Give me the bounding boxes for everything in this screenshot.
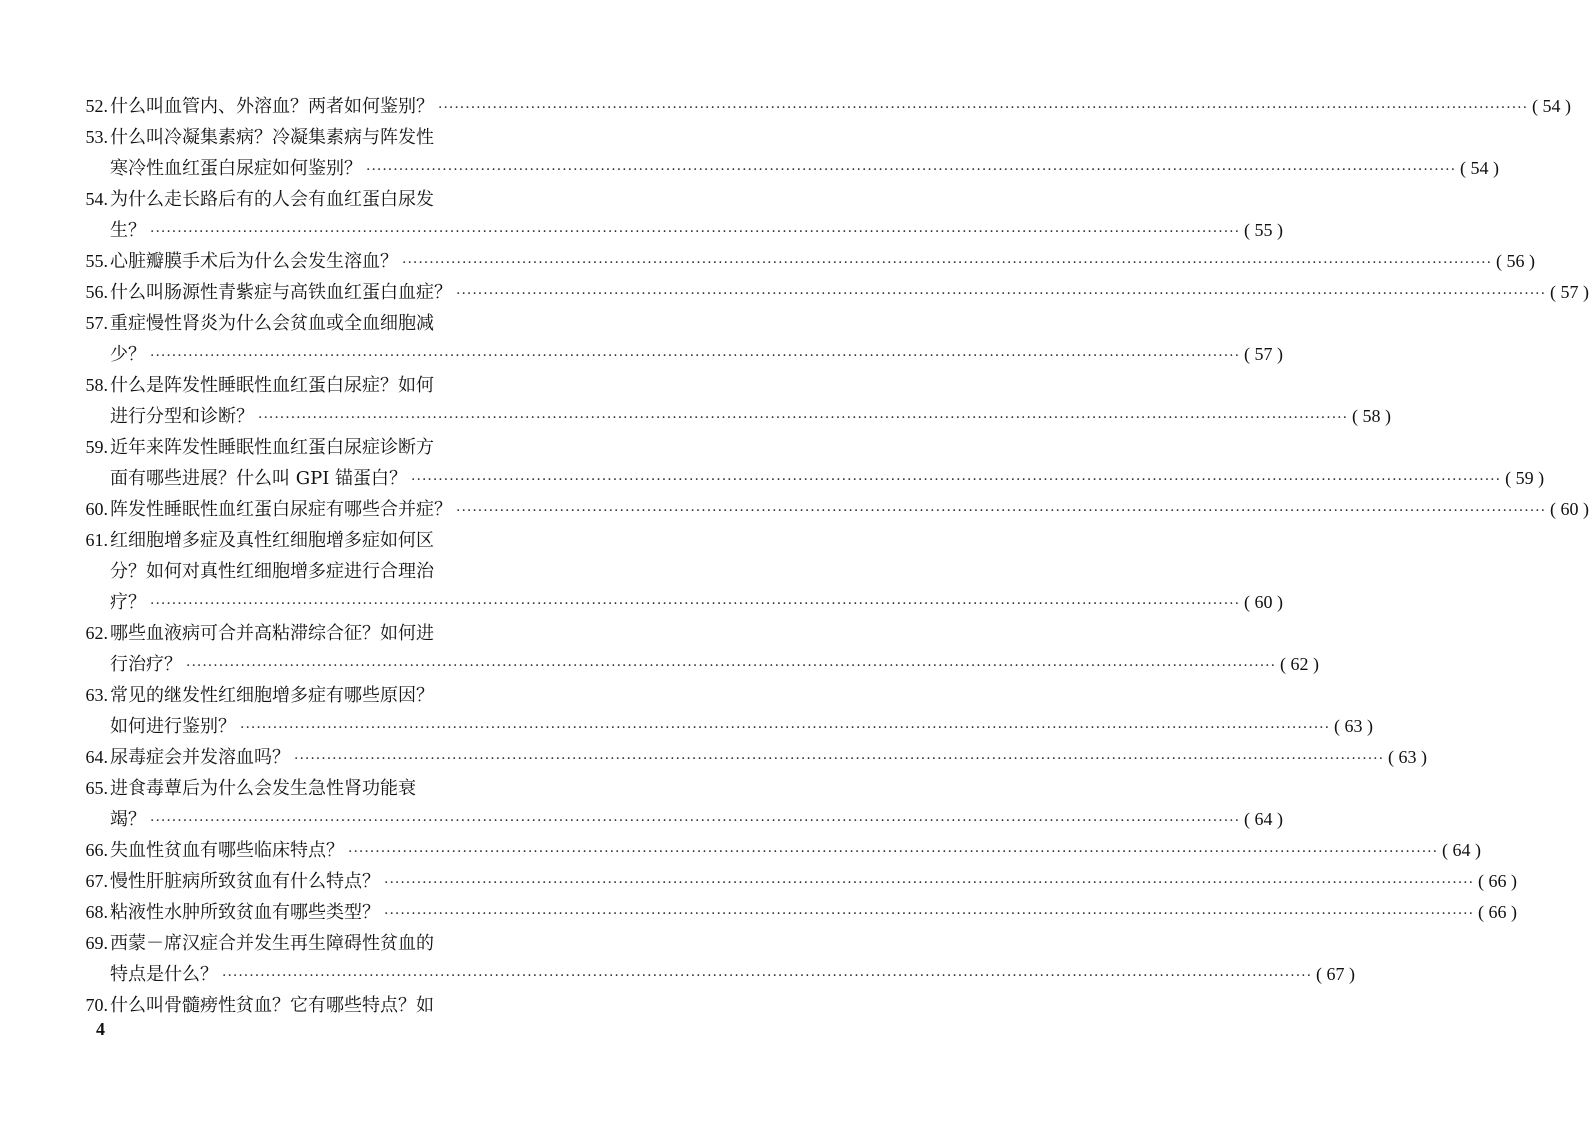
toc-line <box>60 556 660 587</box>
toc-entry <box>110 742 1428 775</box>
toc-page-ref: ( 60 ) <box>1550 499 1589 519</box>
toc-entry-text: 阵发性睡眠性血红蛋白尿症有哪些合并症？ <box>110 499 452 520</box>
toc-line <box>60 835 1482 866</box>
toc-page-ref: ( 67 ) <box>1316 964 1356 984</box>
toc-line <box>60 308 660 339</box>
toc-entry-text: 进行分型和诊断？ <box>110 406 254 427</box>
toc-entry-text: 红细胞增多症及真性红细胞增多症如何区 <box>110 530 434 551</box>
toc-page-ref: ( 58 ) <box>1352 406 1392 426</box>
toc-line <box>60 680 660 711</box>
dot-leader: ········································································································································································································ <box>186 658 1277 674</box>
dot-leader: ········································································································································································································ <box>294 751 1385 767</box>
toc-entry-number: 57. <box>85 313 108 333</box>
toc-entry <box>110 401 1392 434</box>
toc-entry <box>110 246 1536 279</box>
toc-line <box>60 525 660 556</box>
toc-entry <box>110 494 1589 527</box>
toc-line <box>60 277 1589 308</box>
toc-page-ref: ( 62 ) <box>1280 654 1320 674</box>
dot-leader: ········································································································································································································ <box>456 503 1547 519</box>
toc-entry-text: 如何进行鉴别？ <box>110 716 236 737</box>
toc-entry-text: 尿毒症会并发溶血吗？ <box>110 747 290 768</box>
dot-leader: ········································································································································································································ <box>411 472 1502 488</box>
dot-leader: ········································································································································································································ <box>456 286 1547 302</box>
dot-leader: ········································································································································································································ <box>258 410 1349 426</box>
toc-line <box>60 246 1536 277</box>
toc-line <box>60 711 1374 742</box>
toc-line <box>60 866 1518 897</box>
dot-leader: ········································································································································································································ <box>240 720 1331 736</box>
toc-entry <box>110 959 1356 992</box>
toc-line <box>60 773 660 804</box>
toc-line <box>60 804 1284 835</box>
toc-entry-text: 重症慢性肾炎为什么会贫血或全血细胞减 <box>110 313 434 334</box>
toc-entry-text: 哪些血液病可合并高粘滞综合征？如何进 <box>110 623 434 644</box>
toc-entry <box>110 463 1545 496</box>
dot-leader: ········································································································································································································ <box>438 100 1529 116</box>
toc-entry-text: 竭？ <box>110 809 146 830</box>
table-of-contents <box>60 91 1589 1021</box>
toc-entry-number: 64. <box>85 747 108 767</box>
toc-page-ref: ( 64 ) <box>1244 809 1284 829</box>
dot-leader: ········································································································································································································ <box>402 255 1493 271</box>
toc-entry-text: 生？ <box>110 220 146 241</box>
toc-page-ref: ( 66 ) <box>1478 871 1518 891</box>
toc-page-ref: ( 66 ) <box>1478 902 1518 922</box>
toc-entry <box>110 587 1284 620</box>
toc-entry <box>110 215 1284 248</box>
toc-entry-text: 进食毒蕈后为什么会发生急性肾功能衰 <box>110 778 416 799</box>
toc-page-ref: ( 57 ) <box>1244 344 1284 364</box>
toc-entry-number: 58. <box>85 375 108 395</box>
dot-leader: ········································································································································································································ <box>150 224 1241 240</box>
toc-entry-text: 近年来阵发性睡眠性血红蛋白尿症诊断方 <box>110 437 434 458</box>
toc-entry-text: 面有哪些进展？什么叫 GPI 锚蛋白？ <box>110 468 408 489</box>
toc-entry-text: 分？如何对真性红细胞增多症进行合理治 <box>110 561 434 582</box>
toc-entry-number: 70. <box>85 995 108 1015</box>
toc-line <box>60 494 1589 525</box>
toc-line <box>60 184 660 215</box>
toc-entry-text: 什么叫冷凝集素病？冷凝集素病与阵发性 <box>110 127 434 148</box>
toc-line <box>60 215 1284 246</box>
toc-page-ref: ( 63 ) <box>1334 716 1374 736</box>
toc-line <box>60 618 660 649</box>
toc-entry-number: 66. <box>85 840 108 860</box>
toc-line <box>60 649 1320 680</box>
toc-line <box>60 959 1356 990</box>
toc-entry-text: 西蒙－席汉症合并发生再生障碍性贫血的 <box>110 933 434 954</box>
toc-line <box>60 370 660 401</box>
toc-entry-number: 68. <box>85 902 108 922</box>
dot-leader: ········································································································································································································ <box>150 348 1241 364</box>
toc-entry-text: 常见的继发性红细胞增多症有哪些原因？ <box>110 685 434 706</box>
toc-entry <box>110 804 1284 837</box>
dot-leader: ········································································································································································································ <box>150 596 1241 612</box>
toc-entry <box>110 153 1500 186</box>
toc-entry-text: 特点是什么？ <box>110 964 218 985</box>
toc-entry-text: 什么叫血管内、外溶血？两者如何鉴别？ <box>110 96 434 117</box>
toc-page-ref: ( 54 ) <box>1460 158 1500 178</box>
toc-entry-text: 疗？ <box>110 592 146 613</box>
toc-line <box>60 897 1518 928</box>
toc-line <box>60 990 660 1021</box>
dot-leader: ········································································································································································································ <box>384 906 1475 922</box>
dot-leader: ········································································································································································································ <box>222 968 1313 984</box>
toc-entry-text: 少？ <box>110 344 146 365</box>
toc-entry <box>110 339 1284 372</box>
toc-page-ref: ( 64 ) <box>1442 840 1482 860</box>
toc-entry-number: 65. <box>85 778 108 798</box>
toc-entry-text: 寒冷性血红蛋白尿症如何鉴别？ <box>110 158 362 179</box>
dot-leader: ········································································································································································································ <box>366 162 1457 178</box>
toc-entry-number: 54. <box>85 189 108 209</box>
toc-entry-number: 61. <box>85 530 108 550</box>
toc-entry-number: 62. <box>85 623 108 643</box>
toc-entry-number: 56. <box>85 282 108 302</box>
toc-line <box>60 91 1572 122</box>
toc-page-ref: ( 54 ) <box>1532 96 1572 116</box>
toc-entry-text: 粘液性水肿所致贫血有哪些类型？ <box>110 902 380 923</box>
toc-entry <box>110 897 1518 930</box>
toc-entry <box>110 835 1482 868</box>
toc-entry-text: 失血性贫血有哪些临床特点？ <box>110 840 344 861</box>
toc-line <box>60 742 1428 773</box>
toc-entry-number: 55. <box>85 251 108 271</box>
toc-entry-text: 行治疗？ <box>110 654 182 675</box>
page-number: 4 <box>96 1019 105 1039</box>
toc-entry <box>110 91 1572 124</box>
toc-entry-number: 69. <box>85 933 108 953</box>
toc-line <box>60 153 1500 184</box>
toc-page-ref: ( 57 ) <box>1550 282 1589 302</box>
toc-line <box>60 432 660 463</box>
toc-line <box>60 928 660 959</box>
toc-page-ref: ( 60 ) <box>1244 592 1284 612</box>
toc-page-ref: ( 55 ) <box>1244 220 1284 240</box>
toc-page-ref: ( 56 ) <box>1496 251 1536 271</box>
toc-line <box>60 122 660 153</box>
dot-leader: ········································································································································································································ <box>150 813 1241 829</box>
toc-line <box>60 587 1284 618</box>
toc-line <box>60 463 1545 494</box>
toc-page-ref: ( 59 ) <box>1505 468 1545 488</box>
toc-entry <box>110 277 1589 310</box>
toc-entry <box>110 711 1374 744</box>
toc-entry-number: 52. <box>85 96 108 116</box>
toc-entry-text: 什么叫肠源性青紫症与高铁血红蛋白血症？ <box>110 282 452 303</box>
toc-entry-text: 心脏瓣膜手术后为什么会发生溶血？ <box>110 251 398 272</box>
toc-entry-number: 63. <box>85 685 108 705</box>
toc-entry <box>110 866 1518 899</box>
toc-entry-number: 53. <box>85 127 108 147</box>
toc-line <box>60 401 1392 432</box>
toc-entry-text: 慢性肝脏病所致贫血有什么特点？ <box>110 871 380 892</box>
toc-entry-text: 为什么走长路后有的人会有血红蛋白尿发 <box>110 189 434 210</box>
toc-page-ref: ( 63 ) <box>1388 747 1428 767</box>
dot-leader: ········································································································································································································ <box>384 875 1475 891</box>
toc-entry-number: 67. <box>85 871 108 891</box>
dot-leader: ········································································································································································································ <box>348 844 1439 860</box>
toc-entry <box>110 649 1320 682</box>
toc-entry-text: 什么叫骨髓痨性贫血？它有哪些特点？如 <box>110 995 434 1016</box>
toc-entry-text: 什么是阵发性睡眠性血红蛋白尿症？如何 <box>110 375 434 396</box>
toc-line <box>60 339 1284 370</box>
toc-entry-number: 59. <box>85 437 108 457</box>
toc-entry-number: 60. <box>85 499 108 519</box>
